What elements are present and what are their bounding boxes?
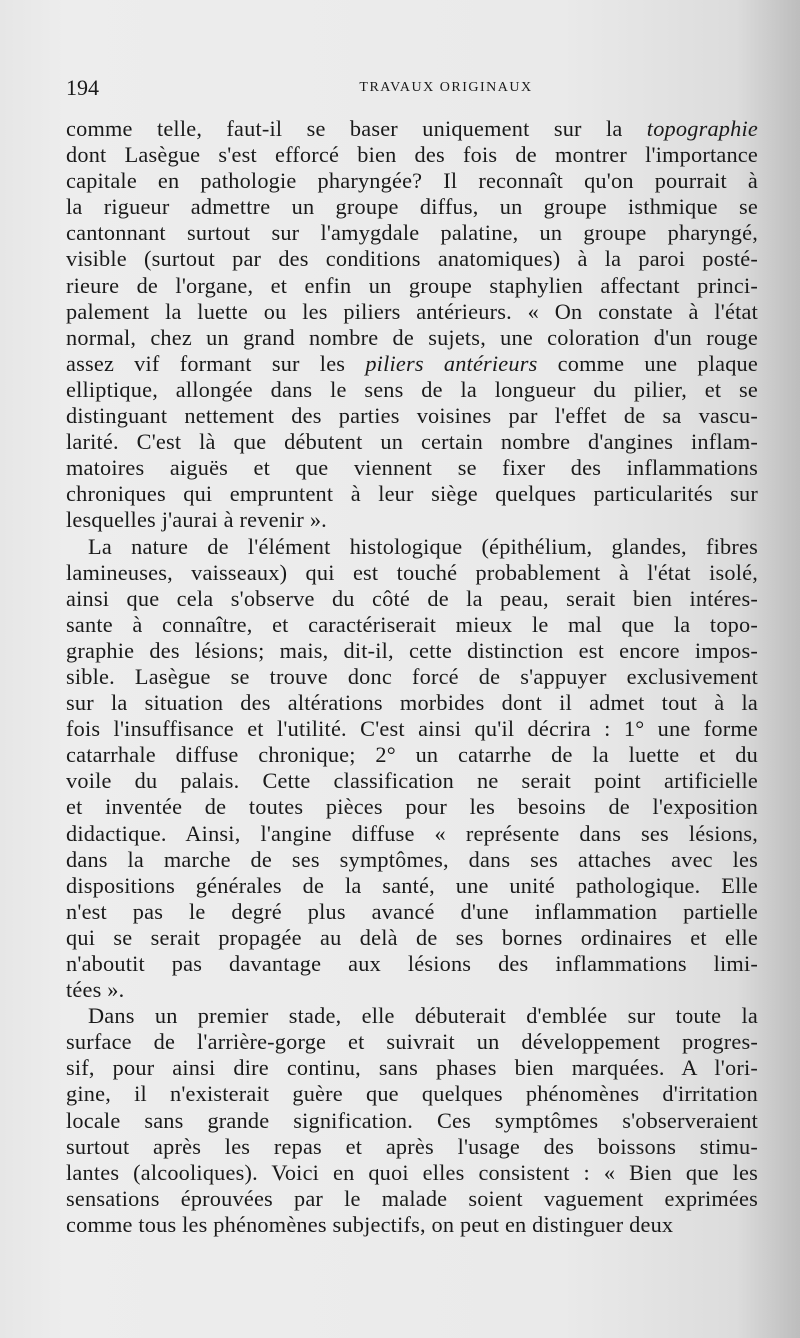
text-line: tées ». [66, 977, 125, 1003]
text-line: comme tous les phénomènes subjectifs, on peut en distinguer deux [66, 1211, 674, 1237]
text-line: catarrhale diffuse chronique; 2° un catarrhe de la luette et du [66, 742, 758, 768]
text-line: qui se serait propagée au delà de ses bornes ordinaires et elle [66, 924, 758, 950]
text-line: rieure de l'organe, et enfin un groupe staphylien affectant princi- [66, 272, 758, 298]
text-line: visible (surtout par des conditions anatomiques) à la paroi posté- [66, 246, 758, 272]
text-line: sensations éprouvées par le malade soient vaguement exprimées [66, 1185, 758, 1211]
page-header [66, 72, 766, 104]
text-line: locale sans grande signification. Ces symptômes s'observeraient [66, 1107, 758, 1133]
text-line: sante à connaître, et caractériserait mieux le mal que la topo- [66, 611, 758, 637]
text-line: sible. Lasègue se trouve donc forcé de s'appuyer exclusivement [66, 663, 758, 689]
text-line: palement la luette ou les piliers antérieurs. « On constate à l'état [66, 298, 758, 324]
text-line: ainsi que cela s'observe du côté de la peau, serait bien intéres- [66, 585, 758, 611]
text-line: n'est pas le degré plus avancé d'une inflammation partielle [66, 898, 758, 924]
text-line: capitale en pathologie pharyngée? Il reconnaît qu'on pourrait à [66, 168, 758, 194]
text-line: chroniques qui empruntent à leur siège quelques particularités sur [66, 481, 758, 507]
text-line: didactique. Ainsi, l'angine diffuse « représente dans ses lésions, [66, 820, 758, 846]
text-line: distinguant nettement des parties voisines par l'effet de sa vascu- [66, 403, 758, 429]
text-line: sif, pour ainsi dire continu, sans phases bien marquées. A l'ori- [66, 1055, 758, 1081]
text-line: fois l'insuffisance et l'utilité. C'est ainsi qu'il décrira : 1° une forme [66, 716, 758, 742]
text-line: comme telle, faut-il se baser uniquement sur la topographie [66, 116, 758, 141]
text-line: et inventée de toutes pièces pour les besoins de l'exposition [66, 794, 758, 820]
text-line: cantonnant surtout sur l'amygdale palatine, un groupe pharyngé, [66, 220, 758, 246]
running-head: TRAVAUX ORIGINAUX [359, 80, 533, 95]
text-line: dans la marche de ses symptômes, dans ses attaches avec les [66, 846, 758, 872]
paragraph [66, 1003, 758, 1238]
paragraph [66, 116, 758, 534]
text-line: elliptique, allongée dans le sens de la longueur du pilier, et se [66, 376, 758, 402]
page-number: 194 [66, 75, 99, 100]
text-line: gine, il n'existerait guère que quelques phénomènes d'irritation [66, 1081, 758, 1107]
text-line: matoires aiguës et que viennent se fixer des inflammations [66, 455, 758, 481]
text-line: dispositions générales de la santé, une unité pathologique. Elle [66, 872, 758, 898]
text-line: La nature de l'élément histologique (épithélium, glandes, fibres [88, 533, 758, 559]
paragraph [66, 534, 758, 1004]
text-line: larité. C'est là que débutent un certain nombre d'angines inflam- [66, 429, 758, 455]
text-line: la rigueur admettre un groupe diffus, un groupe isthmique se [66, 194, 758, 220]
text-line: n'aboutit pas davantage aux lésions des inflammations limi- [66, 951, 758, 976]
text-line: lamineuses, vaisseaux) qui est touché probablement à l'état isolé, [66, 559, 758, 585]
body-text [66, 116, 758, 1238]
text-line: dont Lasègue s'est efforcé bien des fois de montrer l'importance [66, 142, 758, 168]
text-line: graphie des lésions; mais, dit-il, cette distinction est encore impos- [66, 637, 758, 663]
text-line: Dans un premier stade, elle débuterait d'emblée sur toute la [88, 1003, 758, 1029]
text-line: normal, chez un grand nombre de sujets, une coloration d'un rouge [66, 324, 758, 350]
text-line: lesquelles j'aurai à revenir ». [66, 507, 327, 533]
text-line: lantes (alcooliques). Voici en quoi elles consistent : « Bien que les [66, 1159, 758, 1185]
text-line: surface de l'arrière-gorge et suivrait un développement progres- [66, 1029, 758, 1055]
text-line: voile du palais. Cette classification ne serait point artificielle [66, 768, 758, 794]
text-line: assez vif formant sur les piliers antérieurs comme une plaque [66, 350, 758, 376]
text-line: sur la situation des altérations morbides dont il admet tout à la [66, 690, 758, 716]
text-line: surtout après les repas et après l'usage des boissons stimu- [66, 1133, 758, 1159]
